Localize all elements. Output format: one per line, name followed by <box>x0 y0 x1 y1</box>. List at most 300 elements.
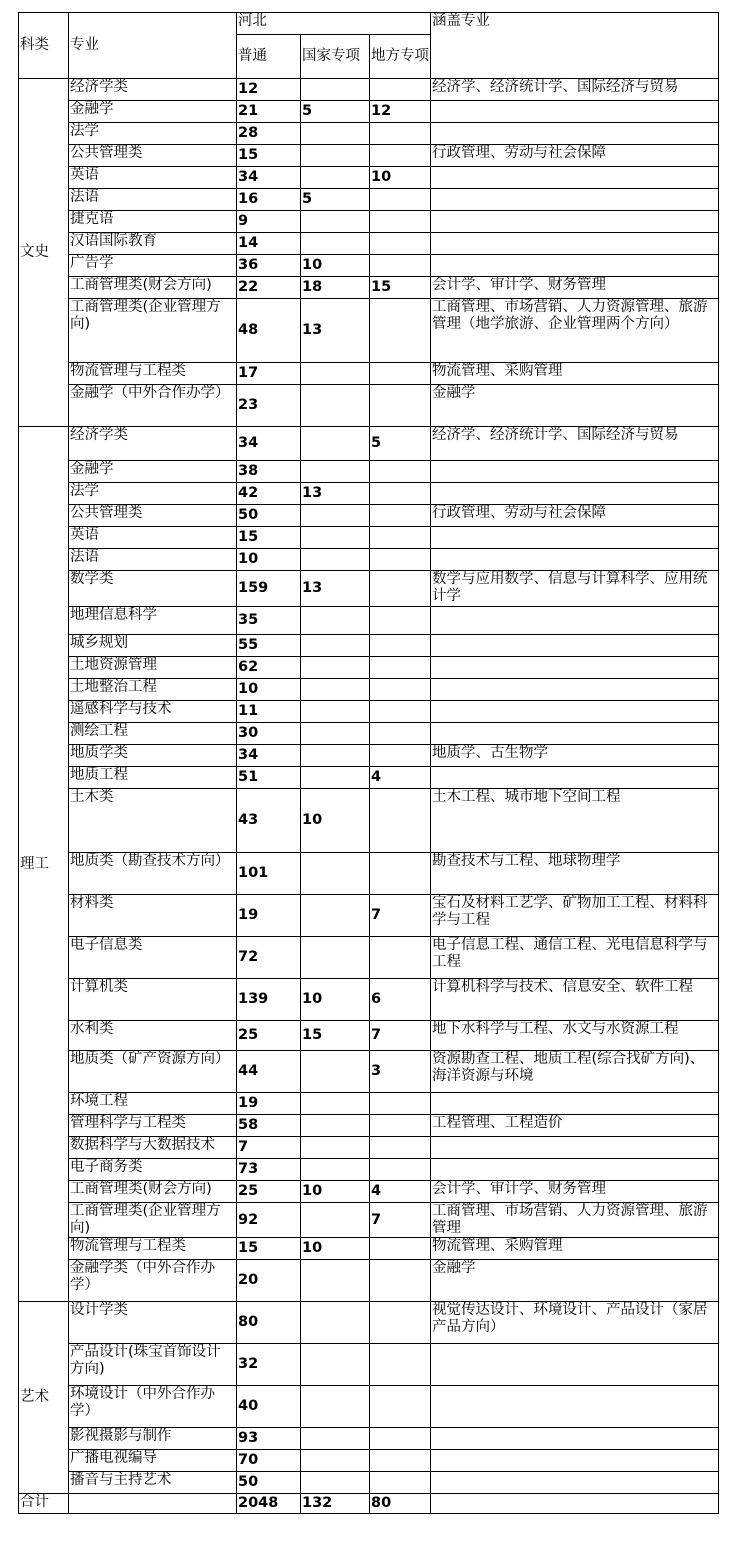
table-row <box>19 167 719 189</box>
covered-majors-cell: 宝石及材料工艺学、矿物加工工程、材料科学与工程 <box>431 895 719 937</box>
local-count-cell <box>370 1344 431 1386</box>
local-count-cell <box>370 1472 431 1494</box>
covered-majors-cell <box>431 1137 719 1159</box>
local-count-cell <box>370 937 431 979</box>
local-count-cell <box>370 385 431 427</box>
major-cell: 地质类（矿产资源方向） <box>69 1051 237 1093</box>
normal-count-cell: 17 <box>237 363 301 385</box>
national-count-cell <box>301 1302 370 1344</box>
normal-count-cell: 12 <box>237 79 301 101</box>
local-count-cell <box>370 607 431 635</box>
total-label: 合计 <box>19 1494 69 1514</box>
local-count-cell: 7 <box>370 1021 431 1051</box>
total-national: 132 <box>301 1494 370 1514</box>
local-count-cell <box>370 1302 431 1344</box>
covered-majors-cell <box>431 233 719 255</box>
normal-count-cell: 28 <box>237 123 301 145</box>
total-row <box>19 1494 719 1514</box>
major-cell: 城乡规划 <box>69 635 237 657</box>
table-row <box>19 1260 719 1302</box>
covered-majors-cell <box>431 1093 719 1115</box>
table-row <box>19 1021 719 1051</box>
national-count-cell: 18 <box>301 277 370 299</box>
normal-count-cell: 55 <box>237 635 301 657</box>
major-cell: 土木类 <box>69 789 237 853</box>
table-row <box>19 895 719 937</box>
national-count-cell <box>301 607 370 635</box>
normal-count-cell: 15 <box>237 527 301 549</box>
major-cell: 金融学（中外合作办学） <box>69 385 237 427</box>
national-count-cell <box>301 123 370 145</box>
national-count-cell: 5 <box>301 101 370 123</box>
local-count-cell <box>370 789 431 853</box>
major-cell: 汉语国际教育 <box>69 233 237 255</box>
national-count-cell <box>301 679 370 701</box>
local-count-cell: 5 <box>370 427 431 461</box>
covered-majors-cell: 行政管理、劳动与社会保障 <box>431 505 719 527</box>
major-cell: 数据科学与大数据技术 <box>69 1137 237 1159</box>
major-cell: 法语 <box>69 189 237 211</box>
covered-majors-cell: 计算机科学与技术、信息安全、软件工程 <box>431 979 719 1021</box>
local-count-cell <box>370 679 431 701</box>
local-count-cell <box>370 483 431 505</box>
normal-count-cell: 48 <box>237 299 301 363</box>
national-count-cell <box>301 233 370 255</box>
national-count-cell <box>301 1137 370 1159</box>
major-cell: 土地整治工程 <box>69 679 237 701</box>
table-row <box>19 549 719 571</box>
covered-majors-cell <box>431 1386 719 1428</box>
local-count-cell <box>370 1260 431 1302</box>
table-row <box>19 461 719 483</box>
normal-count-cell: 159 <box>237 571 301 607</box>
covered-majors-cell <box>431 723 719 745</box>
covered-majors-cell <box>431 549 719 571</box>
major-cell: 土地资源管理 <box>69 657 237 679</box>
national-count-cell <box>301 767 370 789</box>
table-row <box>19 79 719 101</box>
table-row <box>19 723 719 745</box>
covered-majors-cell: 土木工程、城市地下空间工程 <box>431 789 719 853</box>
header-local: 地方专项 <box>370 35 431 79</box>
table-row <box>19 527 719 549</box>
local-count-cell <box>370 853 431 895</box>
national-count-cell <box>301 79 370 101</box>
table-row <box>19 1159 719 1181</box>
national-count-cell <box>301 853 370 895</box>
local-count-cell: 3 <box>370 1051 431 1093</box>
normal-count-cell: 32 <box>237 1344 301 1386</box>
local-count-cell <box>370 549 431 571</box>
table-row <box>19 233 719 255</box>
major-cell: 英语 <box>69 527 237 549</box>
normal-count-cell: 44 <box>237 1051 301 1093</box>
major-cell: 法语 <box>69 549 237 571</box>
national-count-cell <box>301 1472 370 1494</box>
local-count-cell <box>370 123 431 145</box>
major-cell: 工商管理类(财会方向) <box>69 1181 237 1203</box>
national-count-cell <box>301 701 370 723</box>
covered-majors-cell: 工程管理、工程造价 <box>431 1115 719 1137</box>
national-count-cell: 10 <box>301 979 370 1021</box>
normal-count-cell: 92 <box>237 1203 301 1238</box>
table-row <box>19 1093 719 1115</box>
category-cell: 理工 <box>19 427 69 1302</box>
covered-majors-cell <box>431 1159 719 1181</box>
normal-count-cell: 10 <box>237 549 301 571</box>
local-count-cell: 10 <box>370 167 431 189</box>
covered-majors-cell <box>431 767 719 789</box>
covered-majors-cell <box>431 123 719 145</box>
local-count-cell <box>370 145 431 167</box>
national-count-cell <box>301 745 370 767</box>
total-covered-empty <box>431 1494 719 1514</box>
normal-count-cell: 93 <box>237 1428 301 1450</box>
local-count-cell <box>370 1238 431 1260</box>
covered-majors-cell: 工商管理、市场营销、人力资源管理、旅游管理（地学旅游、企业管理两个方向） <box>431 299 719 363</box>
covered-majors-cell: 经济学、经济统计学、国际经济与贸易 <box>431 427 719 461</box>
table-row <box>19 1203 719 1238</box>
major-cell: 捷克语 <box>69 211 237 233</box>
covered-majors-cell: 物流管理、采购管理 <box>431 363 719 385</box>
normal-count-cell: 35 <box>237 607 301 635</box>
covered-majors-cell <box>431 1428 719 1450</box>
local-count-cell <box>370 255 431 277</box>
major-cell: 广播电视编导 <box>69 1450 237 1472</box>
table-row <box>19 299 719 363</box>
covered-majors-cell: 视觉传达设计、环境设计、产品设计（家居产品方向） <box>431 1302 719 1344</box>
table-row <box>19 1428 719 1450</box>
national-count-cell <box>301 1450 370 1472</box>
major-cell: 地质类（勘查技术方向） <box>69 853 237 895</box>
normal-count-cell: 22 <box>237 277 301 299</box>
major-cell: 经济学类 <box>69 79 237 101</box>
major-cell: 计算机类 <box>69 979 237 1021</box>
table-row <box>19 1181 719 1203</box>
local-count-cell <box>370 571 431 607</box>
table-row <box>19 255 719 277</box>
national-count-cell <box>301 385 370 427</box>
local-count-cell <box>370 189 431 211</box>
table-row <box>19 101 719 123</box>
normal-count-cell: 15 <box>237 1238 301 1260</box>
local-count-cell <box>370 211 431 233</box>
major-cell: 广告学 <box>69 255 237 277</box>
major-cell: 影视摄影与制作 <box>69 1428 237 1450</box>
national-count-cell <box>301 937 370 979</box>
covered-majors-cell: 工商管理、市场营销、人力资源管理、旅游管理 <box>431 1203 719 1238</box>
local-count-cell <box>370 461 431 483</box>
covered-majors-cell: 数学与应用数学、信息与计算科学、应用统计学 <box>431 571 719 607</box>
header-normal: 普通 <box>237 35 301 79</box>
major-cell: 公共管理类 <box>69 145 237 167</box>
table-body <box>19 79 719 1494</box>
normal-count-cell: 34 <box>237 167 301 189</box>
local-count-cell <box>370 1115 431 1137</box>
normal-count-cell: 50 <box>237 1472 301 1494</box>
total-normal: 2048 <box>237 1494 301 1514</box>
table-row <box>19 701 719 723</box>
normal-count-cell: 42 <box>237 483 301 505</box>
major-cell: 法学 <box>69 483 237 505</box>
national-count-cell <box>301 211 370 233</box>
table-row <box>19 363 719 385</box>
normal-count-cell: 58 <box>237 1115 301 1137</box>
national-count-cell: 15 <box>301 1021 370 1051</box>
national-count-cell <box>301 1386 370 1428</box>
table-row <box>19 427 719 461</box>
normal-count-cell: 19 <box>237 1093 301 1115</box>
normal-count-cell: 51 <box>237 767 301 789</box>
local-count-cell <box>370 1093 431 1115</box>
covered-majors-cell <box>431 189 719 211</box>
national-count-cell <box>301 1260 370 1302</box>
local-count-cell <box>370 657 431 679</box>
local-count-cell <box>370 1386 431 1428</box>
national-count-cell: 5 <box>301 189 370 211</box>
major-cell: 水利类 <box>69 1021 237 1051</box>
header-covered: 涵盖专业 <box>431 13 719 79</box>
table-row <box>19 767 719 789</box>
table-row <box>19 1344 719 1386</box>
table-row <box>19 607 719 635</box>
covered-majors-cell: 会计学、审计学、财务管理 <box>431 277 719 299</box>
local-count-cell <box>370 1428 431 1450</box>
normal-count-cell: 101 <box>237 853 301 895</box>
national-count-cell <box>301 1115 370 1137</box>
major-cell: 地理信息科学 <box>69 607 237 635</box>
national-count-cell <box>301 1093 370 1115</box>
major-cell: 英语 <box>69 167 237 189</box>
table-row <box>19 505 719 527</box>
local-count-cell <box>370 635 431 657</box>
local-count-cell <box>370 233 431 255</box>
covered-majors-cell <box>431 211 719 233</box>
normal-count-cell: 9 <box>237 211 301 233</box>
major-cell: 播音与主持艺术 <box>69 1472 237 1494</box>
national-count-cell <box>301 527 370 549</box>
major-cell: 地质工程 <box>69 767 237 789</box>
table-row <box>19 635 719 657</box>
major-cell: 法学 <box>69 123 237 145</box>
covered-majors-cell <box>431 635 719 657</box>
covered-majors-cell: 地质学、古生物学 <box>431 745 719 767</box>
major-cell: 环境工程 <box>69 1093 237 1115</box>
national-count-cell: 10 <box>301 1238 370 1260</box>
major-cell: 管理科学与工程类 <box>69 1115 237 1137</box>
covered-majors-cell <box>431 167 719 189</box>
covered-majors-cell <box>431 679 719 701</box>
major-cell: 遥感科学与技术 <box>69 701 237 723</box>
local-count-cell: 6 <box>370 979 431 1021</box>
covered-majors-cell: 经济学、经济统计学、国际经济与贸易 <box>431 79 719 101</box>
category-cell: 文史 <box>19 79 69 427</box>
covered-majors-cell <box>431 483 719 505</box>
normal-count-cell: 40 <box>237 1386 301 1428</box>
table-row <box>19 189 719 211</box>
covered-majors-cell: 电子信息工程、通信工程、光电信息科学与工程 <box>431 937 719 979</box>
national-count-cell <box>301 1203 370 1238</box>
national-count-cell <box>301 657 370 679</box>
national-count-cell <box>301 1428 370 1450</box>
normal-count-cell: 70 <box>237 1450 301 1472</box>
normal-count-cell: 15 <box>237 145 301 167</box>
national-count-cell: 10 <box>301 255 370 277</box>
local-count-cell <box>370 1137 431 1159</box>
normal-count-cell: 36 <box>237 255 301 277</box>
normal-count-cell: 16 <box>237 189 301 211</box>
major-cell: 物流管理与工程类 <box>69 1238 237 1260</box>
normal-count-cell: 43 <box>237 789 301 853</box>
national-count-cell <box>301 723 370 745</box>
major-cell: 工商管理类(企业管理方向) <box>69 1203 237 1238</box>
covered-majors-cell <box>431 527 719 549</box>
major-cell: 工商管理类(企业管理方向) <box>69 299 237 363</box>
major-cell: 工商管理类(财会方向) <box>69 277 237 299</box>
total-empty <box>69 1494 237 1514</box>
local-count-cell <box>370 701 431 723</box>
covered-majors-cell: 金融学 <box>431 385 719 427</box>
covered-majors-cell <box>431 1450 719 1472</box>
table-row <box>19 1137 719 1159</box>
normal-count-cell: 72 <box>237 937 301 979</box>
normal-count-cell: 30 <box>237 723 301 745</box>
table-row <box>19 789 719 853</box>
national-count-cell: 13 <box>301 571 370 607</box>
local-count-cell <box>370 527 431 549</box>
covered-majors-cell <box>431 657 719 679</box>
national-count-cell <box>301 461 370 483</box>
table-row <box>19 1051 719 1093</box>
normal-count-cell: 73 <box>237 1159 301 1181</box>
national-count-cell: 10 <box>301 789 370 853</box>
covered-majors-cell <box>431 101 719 123</box>
normal-count-cell: 14 <box>237 233 301 255</box>
normal-count-cell: 38 <box>237 461 301 483</box>
major-cell: 经济学类 <box>69 427 237 461</box>
major-cell: 电子商务类 <box>69 1159 237 1181</box>
national-count-cell <box>301 635 370 657</box>
table-row <box>19 937 719 979</box>
major-cell: 测绘工程 <box>69 723 237 745</box>
local-count-cell: 12 <box>370 101 431 123</box>
major-cell: 电子信息类 <box>69 937 237 979</box>
covered-majors-cell: 会计学、审计学、财务管理 <box>431 1181 719 1203</box>
table-row <box>19 679 719 701</box>
major-cell: 地质学类 <box>69 745 237 767</box>
national-count-cell <box>301 895 370 937</box>
covered-majors-cell <box>431 1472 719 1494</box>
table-row <box>19 571 719 607</box>
table-row <box>19 745 719 767</box>
national-count-cell <box>301 1051 370 1093</box>
total-local: 80 <box>370 1494 431 1514</box>
covered-majors-cell <box>431 255 719 277</box>
local-count-cell <box>370 79 431 101</box>
covered-majors-cell: 勘查技术与工程、地球物理学 <box>431 853 719 895</box>
major-cell: 数学类 <box>69 571 237 607</box>
table-row <box>19 1302 719 1344</box>
national-count-cell <box>301 145 370 167</box>
normal-count-cell: 10 <box>237 679 301 701</box>
local-count-cell: 7 <box>370 895 431 937</box>
normal-count-cell: 50 <box>237 505 301 527</box>
national-count-cell <box>301 167 370 189</box>
local-count-cell: 4 <box>370 767 431 789</box>
normal-count-cell: 34 <box>237 427 301 461</box>
normal-count-cell: 23 <box>237 385 301 427</box>
major-cell: 材料类 <box>69 895 237 937</box>
national-count-cell <box>301 505 370 527</box>
category-cell: 艺术 <box>19 1302 69 1494</box>
table-row <box>19 657 719 679</box>
covered-majors-cell <box>431 607 719 635</box>
covered-majors-cell: 金融学 <box>431 1260 719 1302</box>
table-row <box>19 145 719 167</box>
local-count-cell <box>370 723 431 745</box>
table-row <box>19 1472 719 1494</box>
local-count-cell: 4 <box>370 1181 431 1203</box>
major-cell: 环境设计（中外合作办学） <box>69 1386 237 1428</box>
header-category: 科类 <box>19 13 69 79</box>
local-count-cell <box>370 505 431 527</box>
local-count-cell <box>370 1159 431 1181</box>
normal-count-cell: 19 <box>237 895 301 937</box>
covered-majors-cell: 资源勘查工程、地质工程(综合找矿方向)、海洋资源与环境 <box>431 1051 719 1093</box>
table-row <box>19 1386 719 1428</box>
major-cell: 产品设计(珠宝首饰设计方向) <box>69 1344 237 1386</box>
header-major: 专业 <box>69 13 237 79</box>
normal-count-cell: 21 <box>237 101 301 123</box>
major-cell: 金融学 <box>69 101 237 123</box>
major-cell: 设计学类 <box>69 1302 237 1344</box>
national-count-cell <box>301 549 370 571</box>
table-row <box>19 385 719 427</box>
major-cell: 公共管理类 <box>69 505 237 527</box>
normal-count-cell: 20 <box>237 1260 301 1302</box>
normal-count-cell: 25 <box>237 1181 301 1203</box>
table-row <box>19 1450 719 1472</box>
table-row <box>19 123 719 145</box>
normal-count-cell: 139 <box>237 979 301 1021</box>
normal-count-cell: 7 <box>237 1137 301 1159</box>
national-count-cell <box>301 1159 370 1181</box>
national-count-cell: 10 <box>301 1181 370 1203</box>
local-count-cell: 7 <box>370 1203 431 1238</box>
national-count-cell <box>301 427 370 461</box>
admission-plan-table <box>18 12 719 1514</box>
header-national: 国家专项 <box>301 35 370 79</box>
table-row <box>19 1115 719 1137</box>
major-cell: 金融学 <box>69 461 237 483</box>
covered-majors-cell <box>431 1344 719 1386</box>
local-count-cell <box>370 1450 431 1472</box>
table-row <box>19 1238 719 1260</box>
national-count-cell: 13 <box>301 483 370 505</box>
table-row <box>19 277 719 299</box>
admission-plan-table-wrapper <box>18 12 719 1514</box>
national-count-cell <box>301 1344 370 1386</box>
normal-count-cell: 80 <box>237 1302 301 1344</box>
local-count-cell <box>370 363 431 385</box>
normal-count-cell: 34 <box>237 745 301 767</box>
covered-majors-cell <box>431 461 719 483</box>
national-count-cell: 13 <box>301 299 370 363</box>
national-count-cell <box>301 363 370 385</box>
major-cell: 金融学类（中外合作办学） <box>69 1260 237 1302</box>
local-count-cell <box>370 745 431 767</box>
local-count-cell <box>370 299 431 363</box>
